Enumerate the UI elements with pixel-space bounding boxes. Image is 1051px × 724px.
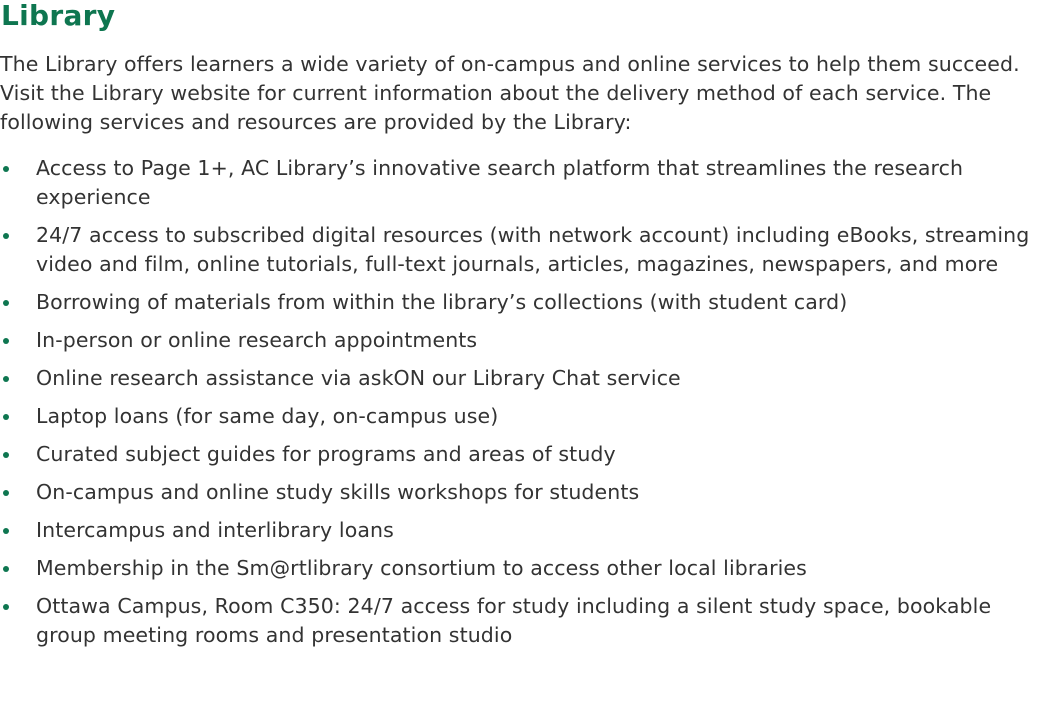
list-item [0,592,1045,650]
bullet-icon [3,338,9,344]
bullet-icon [3,166,9,172]
list-item [0,478,1045,507]
bullet-icon [3,528,9,534]
bullet-icon [3,452,9,458]
list-item-text: Online research assistance via askON our Library Chat service [36,366,681,390]
list-item [0,221,1045,279]
bullet-icon [3,376,9,382]
list-item-text: On-campus and online study skills workshops for students [36,480,640,504]
list-item-text: Laptop loans (for same day, on-campus use) [36,404,499,428]
list-item [0,516,1045,545]
bullet-icon [3,604,9,610]
list-item-text: Intercampus and interlibrary loans [36,518,394,542]
list-item [0,554,1045,583]
bullet-icon [3,300,9,306]
list-item-text: Curated subject guides for programs and areas of study [36,442,616,466]
list-item [0,288,1045,317]
bullet-icon [3,566,9,572]
list-item-text: In-person or online research appointments [36,328,478,352]
bullet-icon [3,233,9,239]
list-item-text: Borrowing of materials from within the library’s collections (with student card) [36,290,848,314]
list-item [0,154,1045,212]
section-title: Library [1,0,116,32]
list-item-text: 24/7 access to subscribed digital resources (with network account) including eBooks, streaming video and film, online tutorials, full-text journals, articles, magazines, newspapers, and more [36,223,1030,276]
list-item [0,402,1045,431]
list-item-text: Membership in the Sm@rtlibrary consortium to access other local libraries [36,556,807,580]
services-list [0,154,1045,659]
list-item [0,326,1045,355]
list-item-text: Ottawa Campus, Room C350: 24/7 access for study including a silent study space, bookable group meeting rooms and presentation studio [36,594,992,647]
intro-paragraph: The Library offers learners a wide variety of on-campus and online services to help them succeed. Visit the Library website for current information about the delivery method of each service. The following services and resources are provided by the Library: [0,52,1020,134]
list-item [0,364,1045,393]
list-item [0,440,1045,469]
bullet-icon [3,414,9,420]
list-item-text: Access to Page 1+, AC Library’s innovative search platform that streamlines the research experience [36,156,964,209]
bullet-icon [3,490,9,496]
